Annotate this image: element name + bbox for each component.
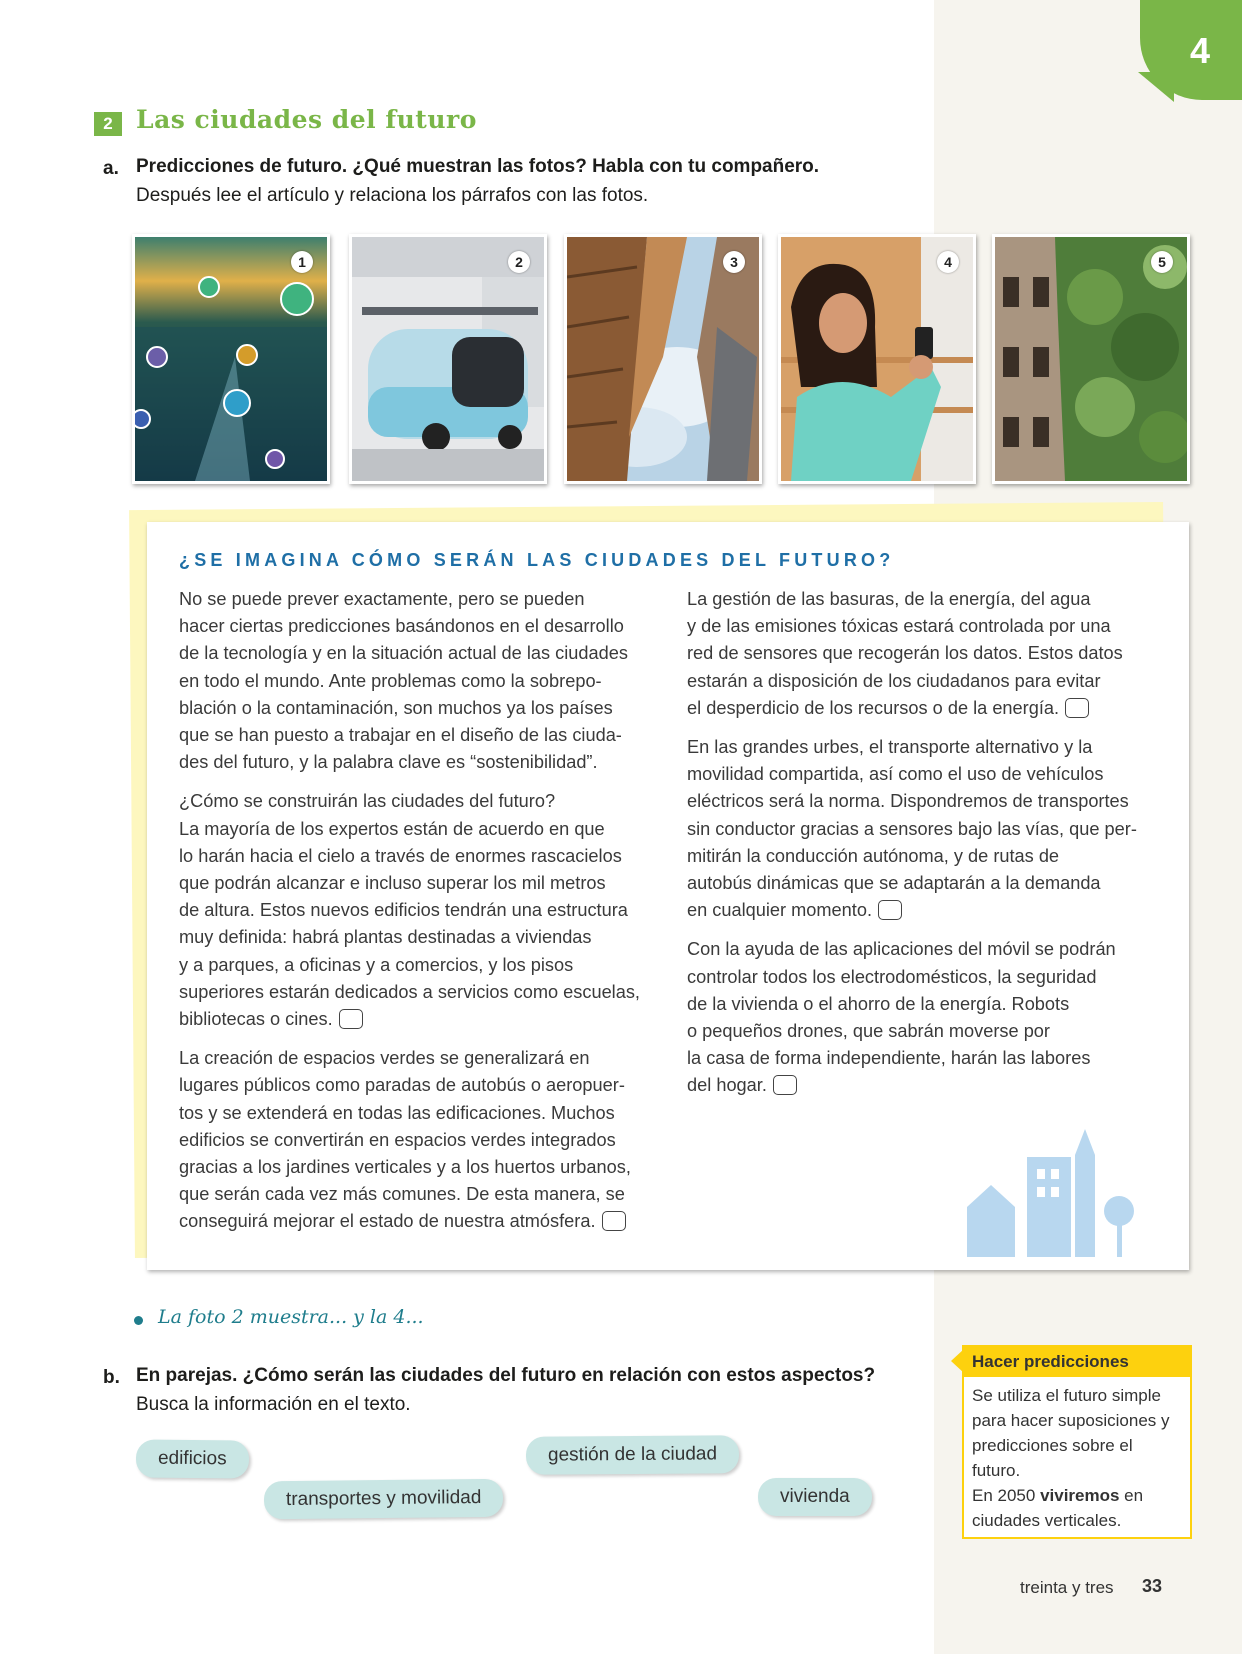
text-line: la casa de forma independiente, harán las labores — [687, 1048, 1091, 1069]
text-line: tos y se extenderá en todas las edificaciones. Muchos — [179, 1102, 615, 1123]
tip-heading: Hacer predicciones — [964, 1347, 1190, 1377]
example-bullet — [134, 1316, 143, 1325]
text-line: y de las emisiones tóxicas estará controlada por una — [687, 616, 1111, 637]
text-line: que se han puesto a trabajar en el diseño de las ciuda- — [179, 725, 622, 746]
text-line: de la tecnología y en la situación actual de las ciudades — [179, 643, 628, 664]
vertical-garden-building-image — [995, 237, 1187, 481]
activity-a-title-text: Predicciones de futuro. ¿Qué muestran las fotos? Habla con tu compañero. — [136, 156, 820, 177]
photo-1[interactable] — [132, 234, 330, 484]
text-line: estarán a disposición de los ciudadanos para evitar — [687, 670, 1101, 691]
page-number-words: treinta y tres — [1020, 1578, 1114, 1597]
activity-a-letter: a. — [103, 158, 119, 179]
answer-checkbox[interactable] — [878, 900, 902, 920]
article-paragraph — [687, 936, 1157, 1099]
photo-4[interactable] — [778, 234, 976, 484]
text-line: que podrán alcanzar e incluso superar los mil metros — [179, 873, 606, 894]
tip-example-start: En 2050 — [972, 1486, 1041, 1505]
answer-checkbox[interactable] — [339, 1009, 363, 1029]
section-title: Las ciudades del futuro — [136, 105, 477, 134]
text-line: hacer ciertas predicciones basándonos en el desarrollo — [179, 616, 624, 637]
activity-b-title — [136, 1361, 875, 1390]
text-line: red de sensores que recogerán los datos. Estos datos — [687, 643, 1123, 664]
text-line-with-checkbox — [687, 897, 1157, 924]
photo-3[interactable] — [564, 234, 762, 484]
answer-checkbox[interactable] — [773, 1075, 797, 1095]
article-left-column — [179, 586, 639, 1248]
aspect-pill-gestion[interactable]: gestión de la ciudad — [526, 1435, 739, 1474]
tip-example-line — [972, 1483, 1170, 1508]
article-paragraph — [687, 586, 1157, 722]
article-paragraph — [687, 734, 1157, 924]
text-line: el desperdicio de los recursos o de la energía. — [687, 697, 1060, 718]
aspect-pill-vivienda[interactable]: vivienda — [758, 1478, 872, 1516]
text-line: La mayoría de los expertos están de acuerdo en que — [179, 818, 605, 839]
tip-line: para hacer suposiciones y — [972, 1411, 1170, 1430]
answer-checkbox[interactable] — [1065, 698, 1089, 718]
aspect-pill-edificios[interactable]: edificios — [136, 1440, 249, 1479]
text-line: bibliotecas o cines. — [179, 1009, 333, 1030]
text-line: En las grandes urbes, el transporte alternativo y la — [687, 737, 1093, 758]
text-line-with-checkbox — [687, 695, 1157, 722]
autonomous-bus-image — [352, 237, 544, 481]
page-number: 33 — [1142, 1576, 1163, 1596]
activity-b-instruction: Busca la información en el texto. — [136, 1394, 411, 1415]
tip-example-verb: viviremos — [1040, 1486, 1120, 1505]
smart-city-image — [135, 237, 327, 481]
text-line: y a parques, a oficinas y a comercios, y los pisos — [179, 954, 574, 975]
activity-a-title — [136, 152, 819, 181]
text-line: de altura. Estos nuevos edificios tendrán una estructura — [179, 900, 628, 921]
photo-5[interactable] — [992, 234, 1190, 484]
article-paragraph — [179, 586, 639, 776]
text-line: ¿Cómo se construirán las ciudades del futuro? — [179, 791, 556, 812]
photo-number-badge: 5 — [1151, 251, 1173, 273]
text-line-with-checkbox — [179, 1208, 639, 1235]
text-line-with-checkbox — [179, 1006, 639, 1033]
photo-number-badge: 1 — [291, 251, 313, 273]
text-line: superiores estarán dedicados a servicios como escuelas, — [179, 981, 640, 1002]
article-right-column — [687, 586, 1157, 1112]
tip-line: Se utiliza el futuro simple — [972, 1386, 1161, 1405]
text-line: que serán cada vez más comunes. De esta manera, se — [179, 1184, 625, 1205]
text-line: eléctricos será la norma. Dispondremos de transportes — [687, 791, 1129, 812]
activity-b-title-text: En parejas. ¿Cómo serán las ciudades del futuro en relación con estos aspectos? — [136, 1365, 876, 1386]
text-line: lugares públicos como paradas de autobús o aeropuer- — [179, 1075, 625, 1096]
photo-number-badge: 3 — [723, 251, 745, 273]
text-line-with-checkbox — [687, 1072, 1157, 1099]
article-paragraph — [179, 1045, 639, 1235]
tip-line: futuro. — [972, 1461, 1021, 1480]
text-line: Con la ayuda de las aplicaciones del móvil se podrán — [687, 939, 1116, 960]
city-skyline-icon — [967, 1127, 1147, 1257]
aspect-pill-transportes[interactable]: transportes y movilidad — [264, 1479, 504, 1520]
text-line: muy definida: habrá plantas destinadas a viviendas — [179, 927, 592, 948]
text-line: sin conductor gracias a sensores bajo las vías, que per- — [687, 818, 1137, 839]
text-line: en cualquier momento. — [687, 900, 873, 921]
photo-2[interactable] — [349, 234, 547, 484]
article-paragraph — [179, 788, 639, 1033]
text-line: gracias a los jardines verticales y a los huertos urbanos, — [179, 1157, 631, 1178]
text-line: del hogar. — [687, 1075, 767, 1096]
woman-with-phone-image — [781, 237, 973, 481]
activity-a-instruction: Después lee el artículo y relaciona los párrafos con las fotos. — [136, 185, 649, 206]
text-line: autobús dinámicas que se adaptarán a la demanda — [687, 873, 1101, 894]
answer-checkbox[interactable] — [602, 1211, 626, 1231]
tip-pointer — [951, 1349, 964, 1373]
unit-number: 4 — [1189, 30, 1211, 71]
tip-line: predicciones sobre el — [972, 1436, 1133, 1455]
section-number-badge: 2 — [94, 112, 122, 136]
example-sentence: La foto 2 muestra... y la 4... — [158, 1306, 424, 1328]
text-line: La creación de espacios verdes se generalizará en — [179, 1048, 590, 1069]
text-line: La gestión de las basuras, de la energía, del agua — [687, 589, 1091, 609]
text-line: controlar todos los electrodomésticos, la seguridad — [687, 966, 1097, 987]
article-card — [147, 522, 1189, 1270]
text-line: edificios se convertirán en espacios verdes integrados — [179, 1129, 616, 1150]
skyscrapers-image — [567, 237, 759, 481]
tip-example-end: en — [1119, 1486, 1144, 1505]
text-line: blación o la contaminación, son muchos ya los países — [179, 697, 613, 718]
unit-tab-tail — [1138, 72, 1174, 102]
photo-number-badge: 4 — [937, 251, 959, 273]
text-line: movilidad compartida, así como el uso de vehículos — [687, 764, 1104, 785]
text-line: en todo el mundo. Ante problemas como la sobrepo- — [179, 670, 602, 691]
text-line: o pequeños drones, que sabrán moverse por — [687, 1021, 1050, 1042]
photo-number-badge: 2 — [508, 251, 530, 273]
tip-body — [972, 1383, 1170, 1533]
text-line: des del futuro, y la palabra clave es “sostenibilidad”. — [179, 752, 598, 773]
text-line: conseguirá mejorar el estado de nuestra atmósfera. — [179, 1211, 596, 1232]
grammar-tip-box — [962, 1345, 1192, 1539]
text-line: mitirán la conducción autónoma, y de rutas de — [687, 845, 1060, 866]
text-line: No se puede prever exactamente, pero se pueden — [179, 589, 585, 609]
tip-line: ciudades verticales. — [972, 1511, 1122, 1530]
text-line: lo harán hacia el cielo a través de enormes rascacielos — [179, 845, 622, 866]
article-title: ¿SE IMAGINA CÓMO SERÁN LAS CIUDADES DEL FUTURO? — [179, 550, 895, 570]
text-line: de la vivienda o el ahorro de la energía. Robots — [687, 993, 1070, 1014]
activity-b-letter: b. — [103, 1367, 120, 1388]
